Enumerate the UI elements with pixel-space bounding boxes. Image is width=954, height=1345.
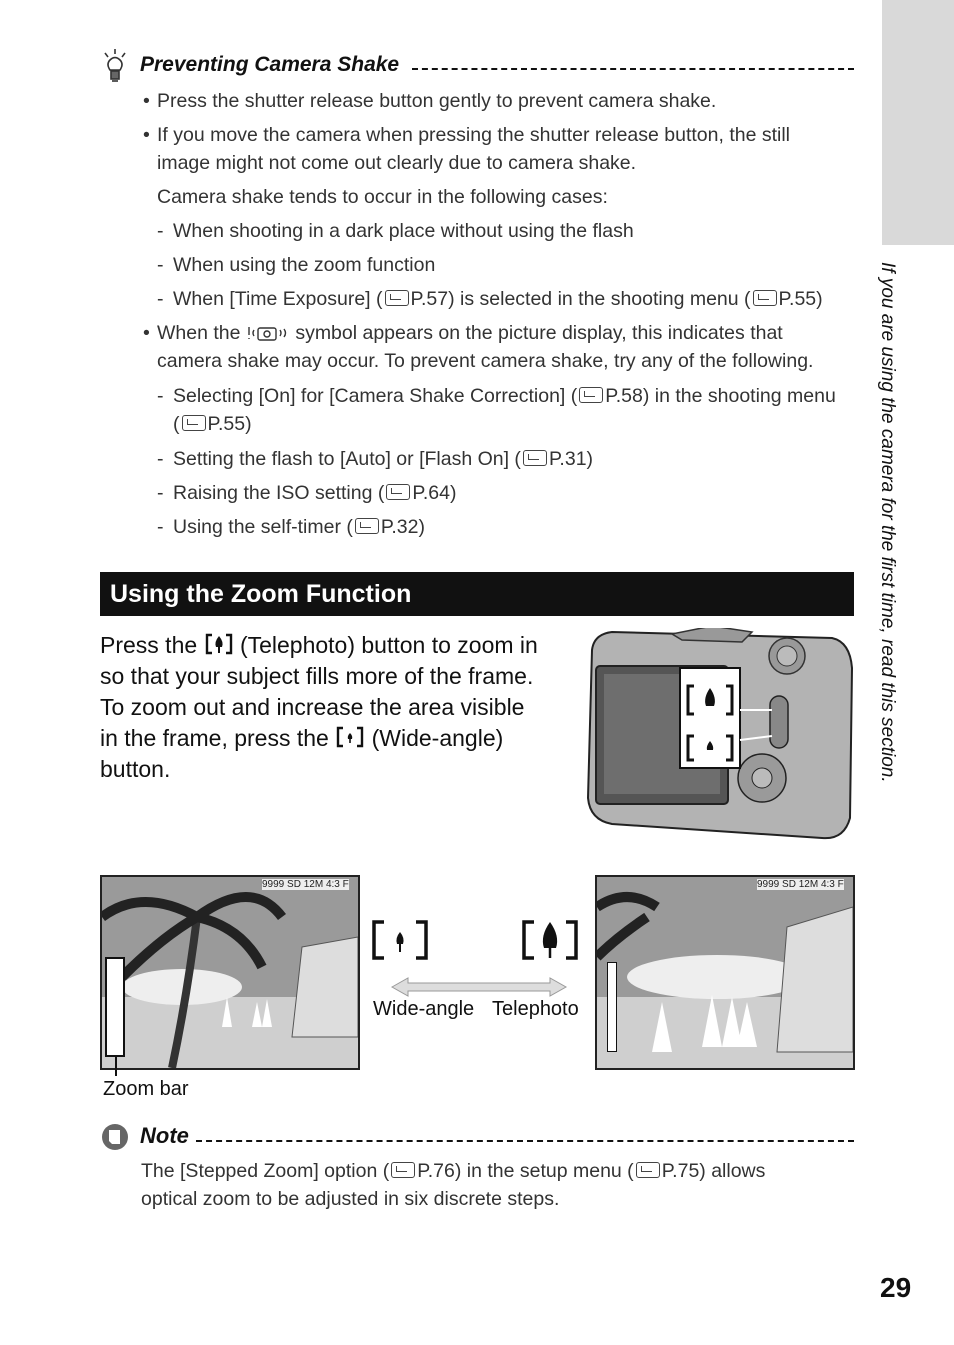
screen-tele <box>595 875 855 1070</box>
ref-icon <box>636 1162 660 1178</box>
case-dash: - <box>157 288 164 310</box>
ref-icon <box>386 484 410 500</box>
double-arrow <box>388 976 570 998</box>
tip-case-1: When shooting in a dark place without using the flash <box>173 220 634 242</box>
tip-bullet-3-line-2: camera shake may occur. To prevent camera shake, try any of the following. <box>157 350 814 372</box>
tip-title: Preventing Camera Shake <box>140 53 400 76</box>
telephoto-icon <box>520 918 580 962</box>
case-dash: - <box>157 220 164 242</box>
zoom-bar <box>105 957 125 1057</box>
zoom-bar-label: Zoom bar <box>103 1078 189 1100</box>
wide-angle-icon <box>370 918 430 962</box>
bullet-dot: • <box>143 124 150 146</box>
section-title: Using the Zoom Function <box>110 580 412 608</box>
ref-icon <box>355 518 379 534</box>
tip-bullet-2-line-2: image might not come out clearly due to camera shake. <box>157 152 637 174</box>
tip-case-2: When using the zoom function <box>173 254 436 276</box>
bullet-dot: • <box>143 322 150 344</box>
sol-dash: - <box>157 448 164 470</box>
screen-info: 9999 SD 12M 4:3 F <box>262 879 349 890</box>
note-title: Note <box>140 1123 189 1148</box>
tip-cases-intro: Camera shake tends to occur in the following cases: <box>157 186 608 208</box>
note-icon <box>100 1122 130 1152</box>
zoom-description: Press the (Telephoto) button to zoom in so that your subject fills more of the frame. To zoom out and increase the area visible in the frame, press the (Wide-angle) button. <box>100 632 538 782</box>
sol-dash: - <box>157 385 164 407</box>
tip-solution-3: Raising the ISO setting ( P.64) <box>173 482 457 504</box>
tip-bullet-1: Press the shutter release button gently to prevent camera shake. <box>157 90 717 112</box>
tip-solution-2: Setting the flash to [Auto] or [Flash On] ( P.31) <box>173 448 594 470</box>
ref-icon <box>391 1162 415 1178</box>
zoom-bar-leader <box>115 1056 117 1076</box>
tip-solution-1: Selecting [On] for [Camera Shake Correction] ( P.58) in the shooting menu <box>173 385 836 407</box>
side-tab-text: If you are using the camera for the first time, read this section. <box>877 262 898 783</box>
screen-info: 9999 SD 12M 4:3 F <box>757 879 844 890</box>
case-dash: - <box>157 254 164 276</box>
sol-dash: - <box>157 482 164 504</box>
page-number: 29 <box>880 1272 912 1303</box>
tip-bullet-3-line-1: When the symbol appears on the picture display, this indicates that <box>157 322 783 344</box>
ref-icon <box>182 415 206 431</box>
note-rule <box>196 1140 854 1142</box>
ref-icon <box>579 387 603 403</box>
zoom-bar <box>607 962 617 1052</box>
telephoto-icon <box>204 632 234 656</box>
wide-angle-icon <box>335 725 365 749</box>
tip-bullet-2-line-1: If you move the camera when pressing the shutter release button, the still <box>157 124 791 146</box>
camera-shake-icon <box>246 324 290 342</box>
sol-dash: - <box>157 516 164 538</box>
ref-icon <box>385 290 409 306</box>
note-line-2: optical zoom to be adjusted in six discrete steps. <box>141 1188 560 1210</box>
tip-rule <box>412 68 854 70</box>
tip-solution-1-cont: ( P.55) <box>173 413 252 435</box>
telephoto-label: Telephoto <box>492 998 579 1020</box>
tip-case-3: When [Time Exposure] ( P.57) is selected in the shooting menu ( P.55) <box>173 288 823 310</box>
camera-illustration <box>582 628 856 842</box>
tip-solution-4: Using the self-timer ( P.32) <box>173 516 425 538</box>
wide-angle-label: Wide-angle <box>373 998 475 1020</box>
ref-icon <box>753 290 777 306</box>
bulb-icon <box>102 48 130 86</box>
section-header <box>100 572 854 616</box>
ref-icon <box>523 450 547 466</box>
bullet-dot: • <box>143 90 150 112</box>
screen-wide <box>100 875 360 1070</box>
side-tab <box>882 0 954 245</box>
note-line-1: The [Stepped Zoom] option ( P.76) in the setup menu ( P.75) allows <box>141 1160 766 1182</box>
